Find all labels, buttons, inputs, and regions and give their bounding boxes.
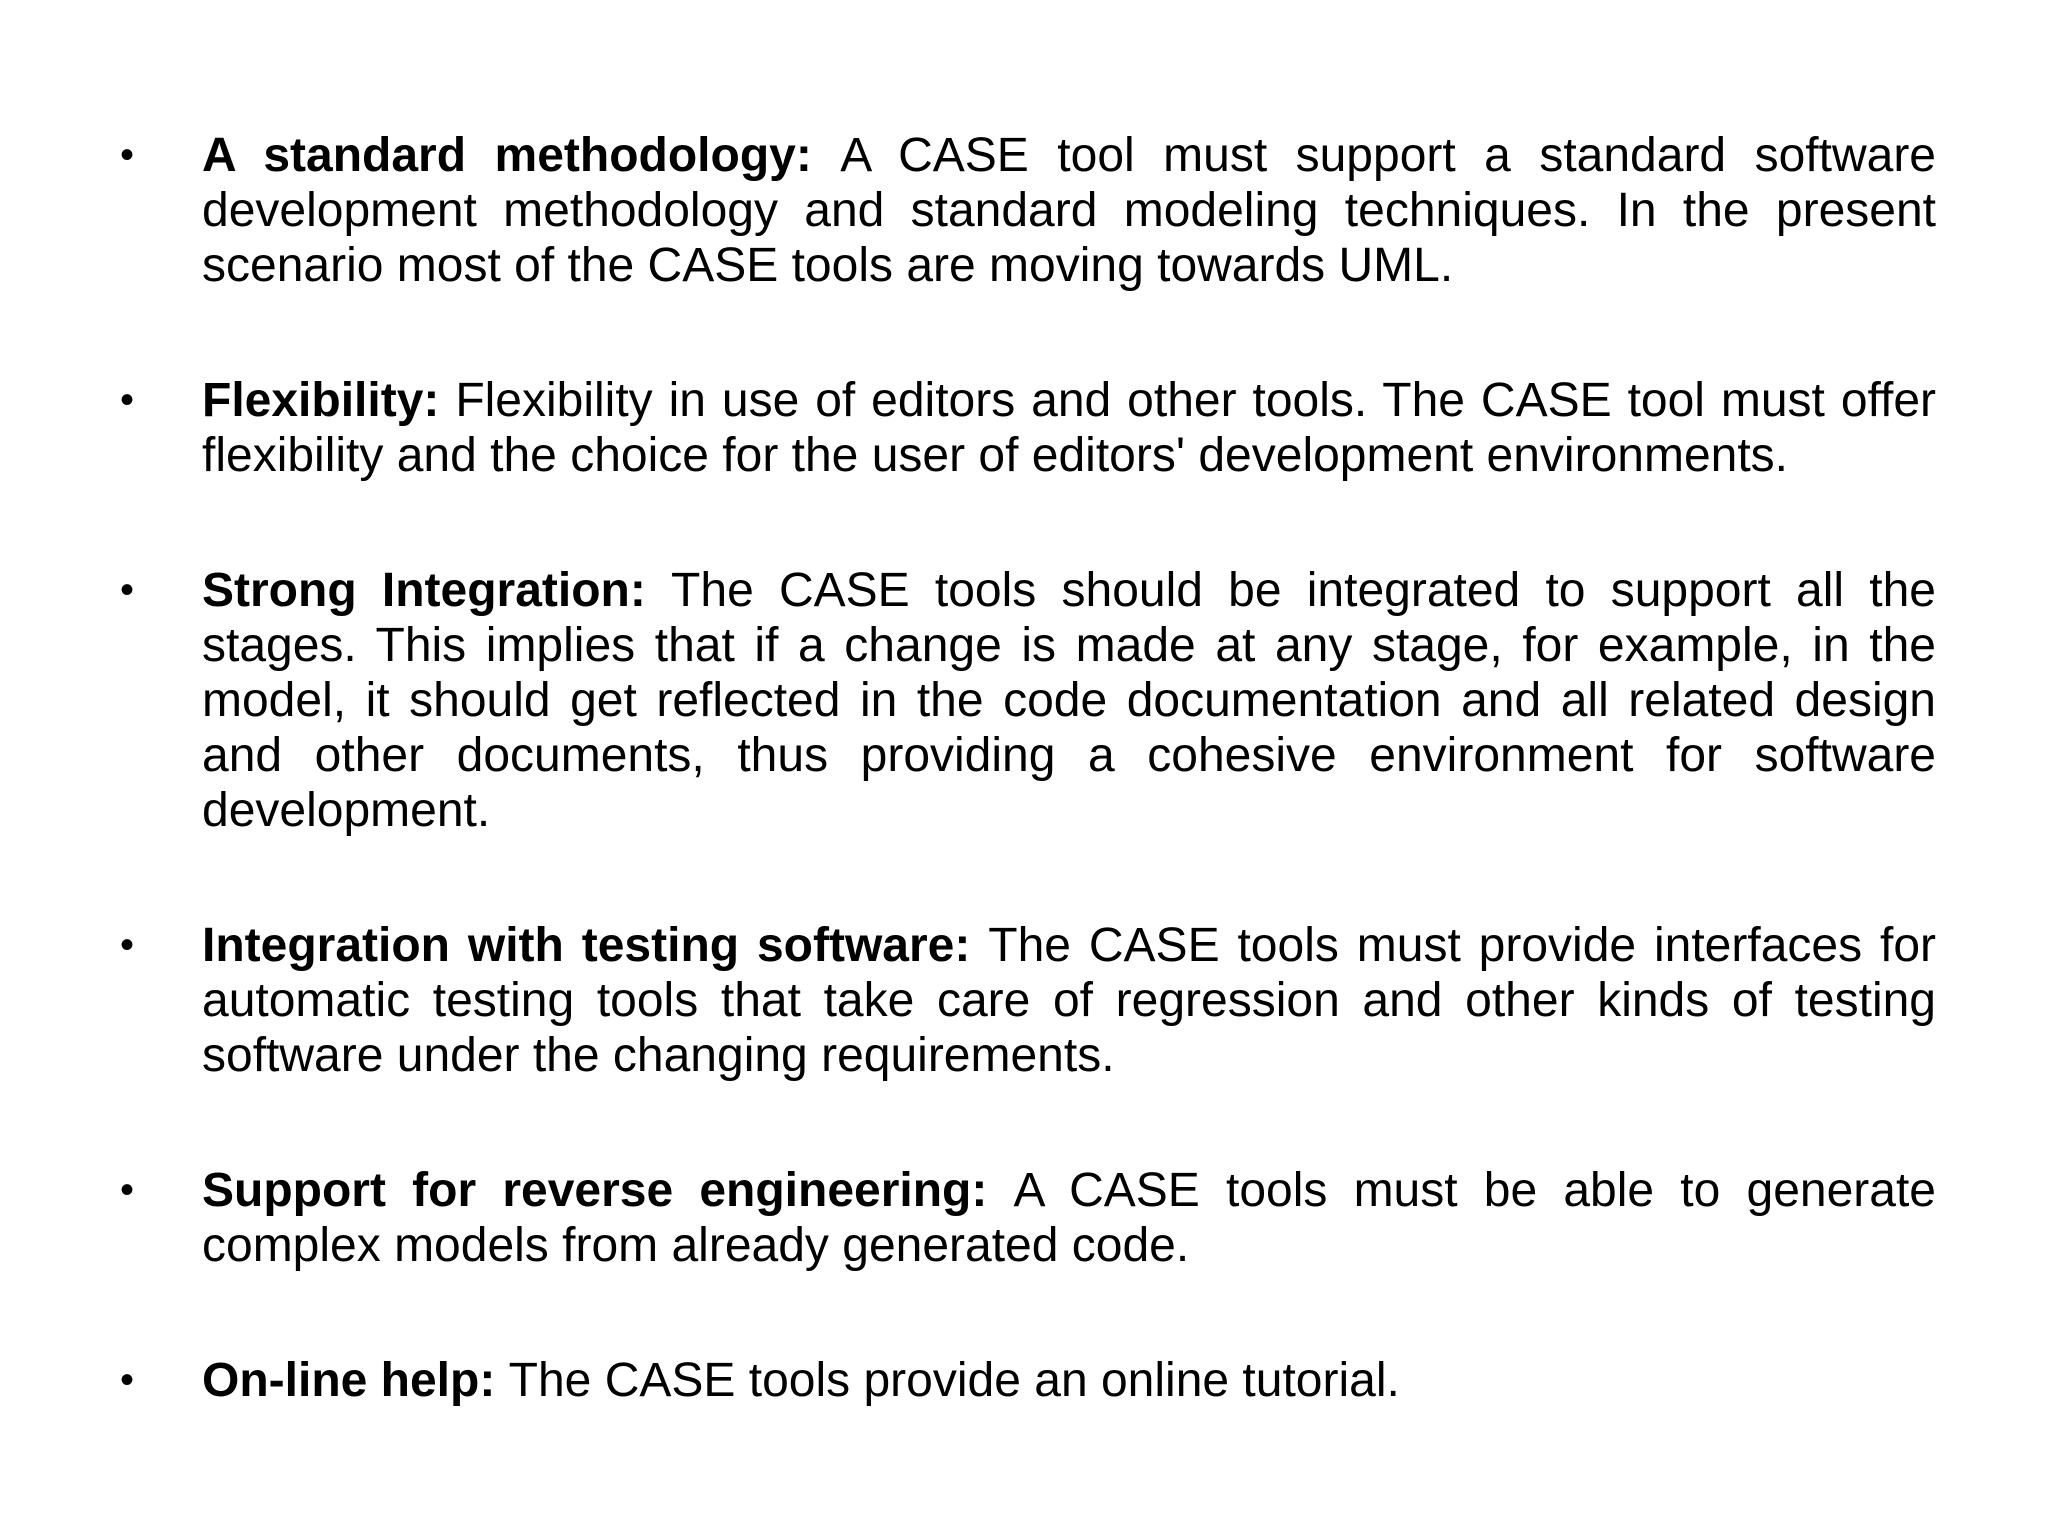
bullet-dot-icon: •	[120, 1358, 135, 1402]
bullet-dot-icon: •	[120, 378, 135, 422]
bullet-description: The CASE tools provide an online tutorial.	[508, 1354, 1400, 1407]
bullet-description: Flexibility in use of editors and other tools. The CASE tool must offer flexibility and the choice for the user of editors' development environments.	[202, 374, 1937, 482]
bullet-item-testing-integration	[120, 918, 1936, 1083]
bullet-description: A CASE tool must support a standard software development methodology and standard modeling techniques. In the present scenario most of the CASE tools are moving towards UML.	[202, 129, 1936, 292]
bullet-dot-icon: •	[120, 923, 135, 967]
bullet-dot-icon: •	[120, 133, 135, 177]
bullet-list	[120, 128, 1936, 1408]
bullet-item-standard-methodology	[120, 128, 1936, 293]
bullet-item-strong-integration	[120, 563, 1936, 838]
bullet-description: The CASE tools must provide interfaces for automatic testing tools that take care of regression and other kinds of testing software under the changing requirements.	[202, 919, 1937, 1082]
bullet-term: On-line help:	[202, 1354, 509, 1407]
bullet-dot-icon: •	[120, 568, 135, 612]
bullet-item-reverse-engineering	[120, 1163, 1936, 1273]
bullet-term: Support for reverse engineering:	[202, 1164, 1014, 1217]
bullet-term: Flexibility:	[202, 374, 456, 427]
bullet-term: A standard methodology:	[202, 129, 841, 182]
bullet-description: The CASE tools should be integrated to support all the stages. This implies that if a change is made at any stage, for example, in the model, it should get reflected in the code documentation and all related design and other documents, thus providing a cohesive environment for software development.	[202, 564, 1936, 837]
bullet-term: Strong Integration:	[202, 564, 672, 617]
bullet-item-online-help	[120, 1353, 1936, 1408]
bullet-description: A CASE tools must be able to generate complex models from already generated code.	[202, 1164, 1936, 1272]
bullet-term: Integration with testing software:	[202, 919, 989, 972]
bullet-dot-icon: •	[120, 1168, 135, 1212]
bullet-item-flexibility	[120, 373, 1936, 483]
